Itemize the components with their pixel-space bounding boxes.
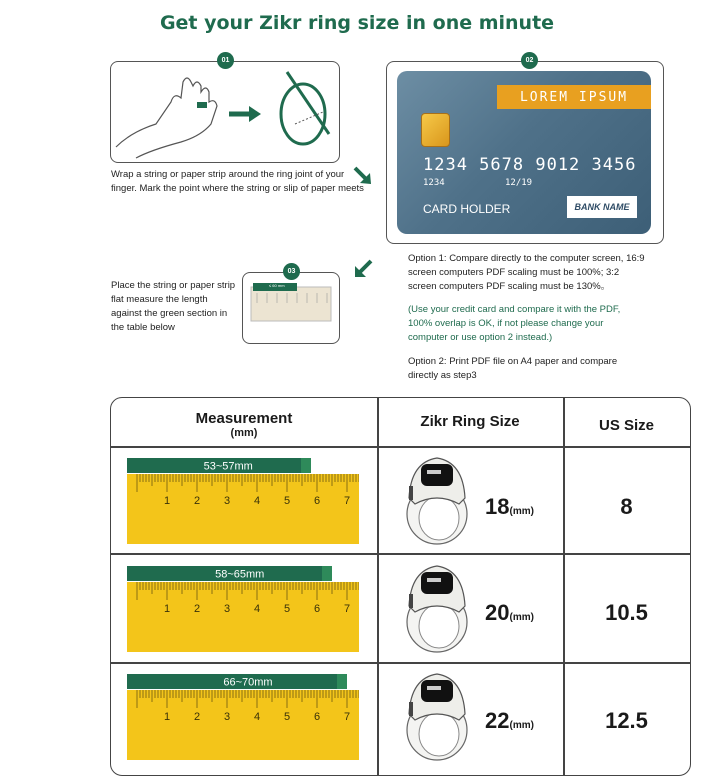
ruler-tick-label: 6 — [313, 495, 321, 507]
ruler-tick-label: 1 — [163, 603, 171, 615]
ring-image-row-2 — [397, 560, 477, 656]
chip-icon — [421, 113, 450, 147]
ruler-tick-label: 4 — [253, 495, 261, 507]
measurement-range-label: 58~65mm — [215, 568, 265, 581]
step3-badge: 03 — [283, 263, 300, 280]
measurement-range-label: 53~57mm — [203, 460, 253, 473]
page-title: Get your Zikr ring size in one minute — [159, 12, 555, 34]
card-number: 1234 5678 9012 3456 — [423, 155, 637, 175]
ring-size-row-2: 20(mm) — [485, 600, 534, 625]
ruler-tick-label: 5 — [283, 495, 291, 507]
ruler-row-3 — [127, 674, 359, 760]
ruler-tick-label: 5 — [283, 603, 291, 615]
ruler-row-1 — [127, 458, 359, 544]
ruler-tick-label: 3 — [223, 495, 231, 507]
ruler-body — [127, 582, 359, 652]
card-expiry: 12/19 — [505, 178, 533, 188]
header-measurement-unit: (mm) — [230, 427, 258, 439]
ruler-tick-label: 2 — [193, 603, 201, 615]
card-number-small: 1234 — [423, 178, 445, 188]
ruler-tick-label: 7 — [343, 603, 351, 615]
strip-on-ruler-illustration — [243, 273, 339, 343]
ruler-body — [127, 690, 359, 760]
step1-badge: 01 — [217, 52, 234, 69]
ruler-tick-label: 7 — [343, 711, 351, 723]
ruler-tick-label: 6 — [313, 603, 321, 615]
ruler-tick-label: 7 — [343, 495, 351, 507]
ring-size-row-3: 22(mm) — [485, 708, 534, 733]
ruler-tick-label: 1 — [163, 495, 171, 507]
step1-text: Wrap a string or paper strip around the ring joint of your finger. Mark the point where the string or slip of paper meets — [111, 169, 364, 194]
step3-text: Place the string or paper strip flat measure the length against the green section in the table below — [111, 280, 236, 333]
ring-size-row-1: 18(mm) — [485, 494, 534, 519]
arrow-down-right-icon — [352, 165, 376, 189]
ruler-tick-label: 2 — [193, 495, 201, 507]
ruler-tick-label: 5 — [283, 711, 291, 723]
strip-label: ≤ 60 mm — [269, 283, 285, 288]
us-size-row-3: 12.5 — [605, 708, 648, 733]
ring-image-row-3 — [397, 668, 477, 764]
option1-text: Option 1: Compare directly to the computer screen, 16:9 screen computers PDF scaling must be 100%; 3:2 screen computers PDF scaling must be 130%。 — [408, 253, 645, 292]
ruler-tick-label: 4 — [253, 711, 261, 723]
step2-badge: 02 — [521, 52, 538, 69]
credit-card-illustration — [397, 71, 651, 234]
size-table — [110, 397, 691, 776]
ruler-tick-label: 3 — [223, 711, 231, 723]
ruler-tick-label: 4 — [253, 603, 261, 615]
header-measurement: Measurement — [195, 410, 293, 427]
option2-text: Option 2: Print PDF file on A4 paper and compare directly as step3 — [408, 356, 618, 381]
us-size-row-1: 8 — [620, 494, 633, 519]
header-us-size: US Size — [598, 417, 655, 434]
ring-image-row-1 — [397, 452, 477, 548]
ruler-tick-label: 1 — [163, 711, 171, 723]
us-size-row-2: 10.5 — [605, 600, 648, 625]
ruler-tick-label: 3 — [223, 603, 231, 615]
finger-wrap-illustration — [111, 62, 339, 162]
measurement-range-label: 66~70mm — [223, 676, 273, 689]
arrow-down-left-icon — [350, 258, 374, 282]
ruler-tick-label: 2 — [193, 711, 201, 723]
step1-illustration — [110, 61, 340, 163]
card-bank-name: BANK NAME — [567, 196, 637, 218]
ruler-row-2 — [127, 566, 359, 652]
card-brand: LOREM IPSUM — [497, 85, 651, 109]
ruler-body — [127, 474, 359, 544]
ruler-tick-label: 6 — [313, 711, 321, 723]
card-holder: CARD HOLDER — [423, 202, 511, 216]
header-ring-size: Zikr Ring Size — [420, 413, 520, 430]
step3-illustration — [242, 272, 340, 344]
option1-note: (Use your credit card and compare it with the PDF, 100% overlap is OK, if not please change your computer or use option 2 instead.) — [408, 304, 621, 343]
